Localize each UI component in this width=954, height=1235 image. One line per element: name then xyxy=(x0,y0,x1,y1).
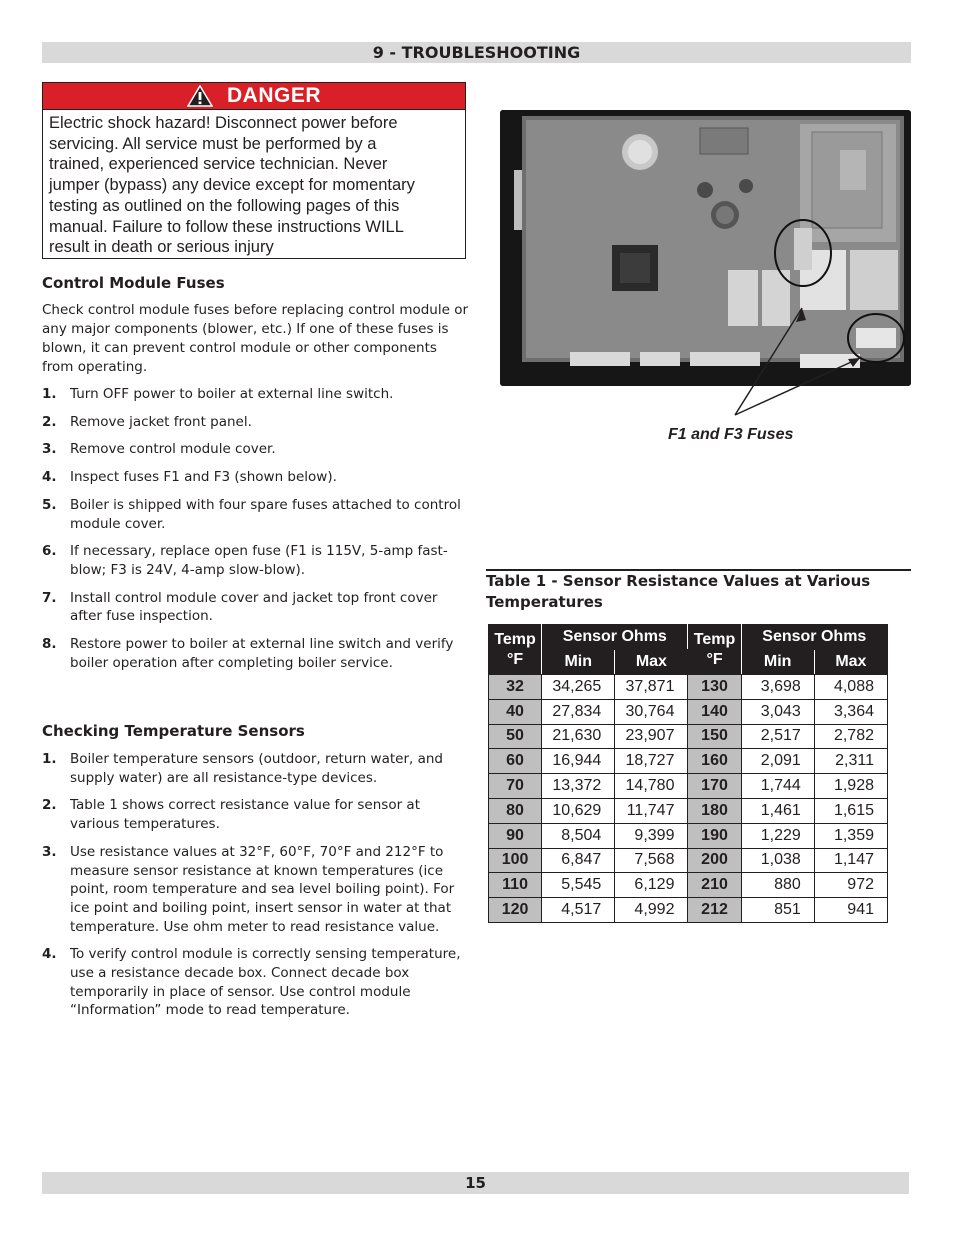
fuses-heading: Control Module Fuses xyxy=(42,274,225,292)
page-footer xyxy=(42,1172,909,1194)
list-item: 3. Remove control module cover. xyxy=(42,441,276,458)
section-title: 9 - TROUBLESHOOTING xyxy=(372,43,581,62)
min-header: Min xyxy=(542,650,615,675)
list-item: 1. Turn OFF power to boiler at external line switch. xyxy=(42,386,394,402)
sensors-heading: Checking Temperature Sensors xyxy=(42,722,305,740)
danger-line: Electric shock hazard! Disconnect power before xyxy=(49,114,398,132)
table-row: 60 16,944 18,727 160 2,091 2,311 xyxy=(489,749,888,774)
danger-line: manual. Failure to follow these instructions WILL xyxy=(49,217,404,236)
table-title: Table 1 - Sensor Resistance Values at Various Temperatures xyxy=(486,572,871,611)
list-item: 7. Install control module cover and jacket top front cover after fuse inspection. xyxy=(42,589,438,625)
table-row: 40 27,834 30,764 140 3,043 3,364 xyxy=(489,699,888,724)
fuses-steps xyxy=(42,385,470,681)
list-item: 6. If necessary, replace open fuse (F1 is 115V, 5-amp fast-blow; F3 is 24V, 4-amp slow-blow). xyxy=(42,543,448,578)
fuses-intro: Check control module fuses before replacing control module or any major components (blower, etc.) If one of these fuses is blown, it can prevent control module or other components from operating. xyxy=(42,302,469,375)
danger-header xyxy=(43,83,465,110)
list-item: 1. Boiler temperature sensors (outdoor, return water, and supply water) are all resistance-type devices. xyxy=(42,751,443,786)
table-row: 32 34,265 37,871 130 3,698 4,088 xyxy=(489,675,888,700)
table-row: 90 8,504 9,399 190 1,229 1,359 xyxy=(489,823,888,848)
list-item: 4. To verify control module is correctly sensing temperature, use a resistance decade box. Connect decade box temporarily in place of sensor. Use control module “Information” mode to read temperature. xyxy=(42,946,461,1019)
table-row: 70 13,372 14,780 170 1,744 1,928 xyxy=(489,774,888,799)
danger-line: jumper (bypass) any device except for momentary xyxy=(49,176,415,195)
table-row: 110 5,545 6,129 210 880 972 xyxy=(489,873,888,898)
min-header: Min xyxy=(741,650,814,675)
danger-title: DANGER xyxy=(226,84,321,107)
list-item: 8. Restore power to boiler at external line switch and verify boiler operation after completing boiler service. xyxy=(42,636,454,671)
list-item: 4. Inspect fuses F1 and F3 (shown below). xyxy=(42,469,337,486)
sensor-ohms-header: Sensor Ohms xyxy=(542,625,688,650)
table-row: 80 10,629 11,747 180 1,461 1,615 xyxy=(489,798,888,823)
page-number: 15 xyxy=(465,1174,486,1192)
list-item: 2. Remove jacket front panel. xyxy=(42,413,252,430)
temp-column-header: Temp °F xyxy=(688,625,741,675)
list-item: 3. Use resistance values at 32°F, 60°F, 70°F and 212°F to measure sensor resistance at known temperatures (ice point, room temperature and sea level boiling point). For ice point and boiling point, insert sensor in water at that temperature. Use ohm meter to read resistance value. xyxy=(42,843,455,935)
danger-line: servicing. All service must be performed by a xyxy=(49,134,377,153)
sensor-ohms-header: Sensor Ohms xyxy=(741,625,887,650)
danger-warning-box xyxy=(42,82,466,259)
callout-arrows xyxy=(700,270,910,420)
danger-line: trained, experienced service technician. Never xyxy=(49,155,388,174)
max-header: Max xyxy=(615,650,688,675)
danger-message xyxy=(43,110,465,258)
section-header xyxy=(42,42,911,63)
table-row: 50 21,630 23,907 150 2,517 2,782 xyxy=(489,724,888,749)
sensors-steps xyxy=(42,750,470,1029)
figure-caption: F1 and F3 Fuses xyxy=(668,426,794,443)
list-item: 5. Boiler is shipped with four spare fuses attached to control module cover. xyxy=(42,496,461,532)
table-row: 120 4,517 4,992 212 851 941 xyxy=(489,898,888,923)
warning-triangle-icon xyxy=(187,85,213,107)
table-row: 100 6,847 7,568 200 1,038 1,147 xyxy=(489,848,888,873)
danger-line: testing as outlined on the following pages of this xyxy=(49,196,400,215)
list-item: 2. Table 1 shows correct resistance value for sensor at various temperatures. xyxy=(42,797,420,833)
sensor-resistance-table xyxy=(488,624,888,923)
max-header: Max xyxy=(814,650,887,675)
temp-column-header: Temp °F xyxy=(489,625,542,675)
danger-line: result in death or serious injury xyxy=(49,238,274,257)
